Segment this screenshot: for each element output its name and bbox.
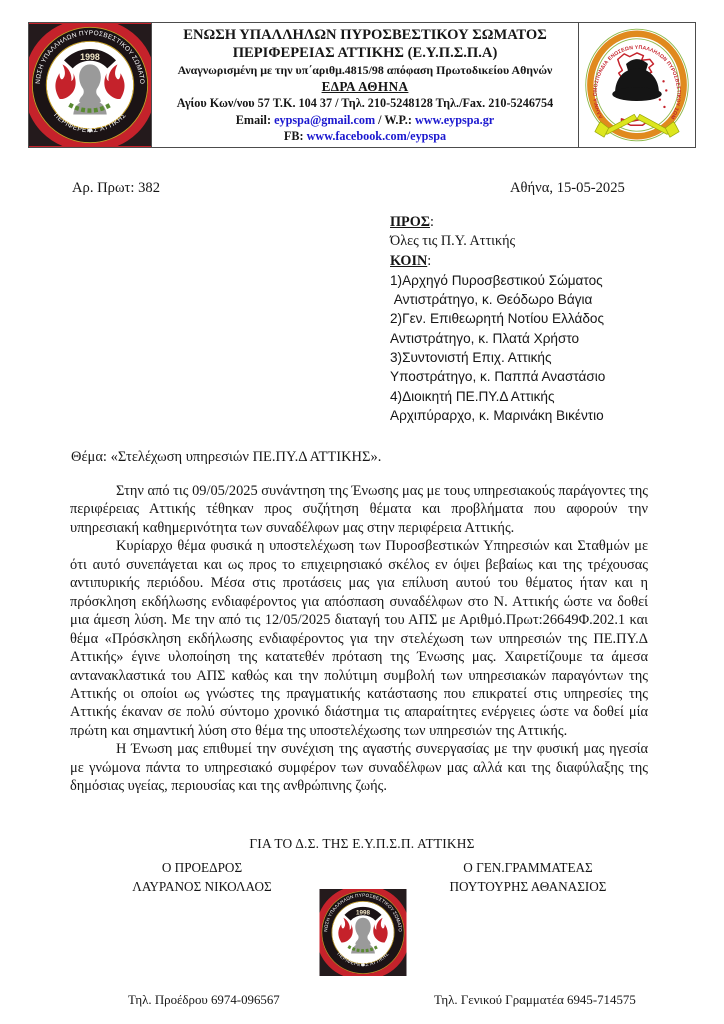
recognition-line: Αναγνωρισμένη με την υπ΄αριθμ.4815/98 απόφαση Πρωτοδικείου Αθηνών xyxy=(177,63,553,77)
secretary-name: ΠΟΥΤΟΥΡΗΣ ΑΘΑΝΑΣΙΟΣ xyxy=(449,879,607,894)
board-line: ΓΙΑ ΤΟ Δ.Σ. ΤΗΣ Ε.Υ.Π.Σ.Π. ΑΤΤΙΚΗΣ xyxy=(249,836,475,851)
cc-recipient-line: 2)Γεν. Επιθεωρητή Νοτίου Ελλάδος xyxy=(390,311,605,327)
subject-line: Θέμα: «Στελέχωση υπηρεσιών ΠΕ.ΠΥ.Δ ΑΤΤΙΚΗΣ». xyxy=(71,449,382,465)
cc-recipient-line: Αντιστράτηγο, κ. Πλατά Χρήστο xyxy=(390,330,580,346)
body-paragraph: Η Ένωση μας επιθυμεί την συνέχιση της αγαστής συνεργασίας με την φυσική μας ηγεσία με γνώμονα πάντα το υπηρεσιακό συμφέρον των συναδέλφων μας αλλά και της διαφύλαξης της δημόσιας υγείας, περιουσίας και της ανθρώπινης ζωής. xyxy=(70,741,648,795)
date-line: Αθήνα, 15-05-2025 xyxy=(510,180,625,196)
to-heading: ΠΡΟΣ: xyxy=(390,214,434,230)
address-line: Αγίου Κων/νου 57 Τ.Κ. 104 37 / Τηλ. 210-5248128 Τηλ./Fax. 210-5246754 xyxy=(176,96,554,110)
president-title: Ο ΠΡΟΕΔΡΟΣ xyxy=(161,860,243,875)
email-line xyxy=(152,112,578,129)
union-seal-icon xyxy=(29,23,151,147)
signature-president xyxy=(102,858,302,896)
union-stamp-seal xyxy=(318,889,408,976)
protocol-number: Αρ. Πρωτ: 382 xyxy=(72,180,161,196)
facebook-label: FB: xyxy=(283,129,304,143)
union-stamp-icon xyxy=(318,889,408,976)
org-name-line2: ΠΕΡΙΦΕΡΕΙΑΣ ΑΤΤΙΚΗΣ (Ε.Υ.Π.Σ.Π.Α) xyxy=(232,45,498,61)
cc-recipient-line: 3)Συντονιστή Επιχ. Αττικής xyxy=(390,350,552,366)
org-name-line1: ΕΝΩΣΗ ΥΠΑΛΛΗΛΩΝ ΠΥΡΟΣΒΕΣΤΙΚΟΥ ΣΩΜΑΤΟΣ xyxy=(183,27,547,43)
recipients-block xyxy=(390,213,605,425)
cc-recipient-line: 4)Διοικητή ΠΕ.ΠΥ.Δ Αττικής xyxy=(390,388,555,404)
federation-logo-cell xyxy=(578,23,695,147)
cc-recipient-line: Υποστράτηγο, κ. Παππά Αναστάσιο xyxy=(390,369,606,385)
secretary-phone: Τηλ. Γενικού Γραμματέα 6945-714575 xyxy=(434,993,636,1007)
cc-recipient-line: 1)Αρχηγό Πυροσβεστικού Σώματος xyxy=(390,272,603,288)
cc-heading: ΚΟΙΝ: xyxy=(390,252,432,269)
letter-body xyxy=(70,482,648,796)
cc-label: ΚΟΙΝ xyxy=(390,252,428,269)
signature-secretary xyxy=(428,858,628,896)
cc-recipient-line: Αντιστράτηγο, κ. Θεόδωρο Βάγια xyxy=(390,292,593,308)
body-paragraph: Στην από τις 09/05/2025 συνάντηση της Ένωσης μας με τους υπηρεσιακούς παράγοντες της περιφέρειας Αττικής τέθηκαν προς συζήτηση θέματα και προβλήματα που αφορούν την υπηρεσιακή καθημερινότητα των συναδέλφων μας στην περιφέρεια Αττικής. xyxy=(70,483,648,536)
president-name: ΛΑΥΡΑΝΟΣ ΝΙΚΟΛΑΟΣ xyxy=(132,879,272,894)
letterhead-text xyxy=(152,23,578,147)
to-value: Όλες τις Π.Υ. Αττικής xyxy=(390,233,516,250)
facebook-link[interactable]: www.facebook.com/eypspa xyxy=(306,129,447,143)
union-logo-cell xyxy=(29,23,152,147)
seat-line: ΕΔΡΑ ΑΘΗΝΑ xyxy=(321,79,409,94)
email-link[interactable]: eypspa@gmail.com xyxy=(274,112,376,127)
facebook-line xyxy=(152,128,578,145)
to-label: ΠΡΟΣ xyxy=(390,214,431,230)
cc-recipient-line: Αρχιπύραρχο, κ. Μαρινάκη Βικέντιο xyxy=(390,407,604,423)
president-phone: Τηλ. Προέδρου 6974-096567 xyxy=(128,993,280,1007)
letterhead xyxy=(28,22,696,148)
website-link[interactable]: www.eypspa.gr xyxy=(414,112,495,127)
wp-label: / W.P.: xyxy=(378,112,412,127)
body-paragraph: Κυρίαρχο θέμα φυσικά η υποστελέχωση των Πυροσβεστικών Υπηρεσιών και Σταθμών με ότι αυτό συνεπάγεται και ως προς το επιχειρησιακό σκέλος εν όψει βεβαίως και της τρέχουσας αντιπυρικής περιόδου. Μέσα στις προτάσεις μας για επίλυση αυτού του θέματος ήταν και η πρόσκληση εκδήλωσης ενδιαφέροντος για απόσπαση συναδέλφων στο Ν. Αττικής ώστε να δοθεί μια άμεση λύση. Με την από τις 12/05/2025 διαταγή του ΑΠΣ με Αριθμό.Πρωτ:26649Φ.202.1 και θέμα «Πρόσκληση εκδήλωσης ενδιαφέροντος για την στελέχωση των υπηρεσιών της ΠΕ.ΠΥ.Δ Αττικής» έγινε υλοποίηση της κατατεθέν πρόταση της Ένωσης μας. Χαιρετίζουμε τα άμεσα αντανακλαστικά του ΑΠΣ καθώς και την πολύτιμη συμβολή των υπηρεσιακών παραγόντων της Αττικής οι οποίοι ως γνώστες της πραγματικής κατάστασης που επικρατεί στις υπηρεσίες της Αττικής έκαναν σε πολύ σύντομο χρονικό διάστημα τις απαραίτητες ενέργειες ώστε να δοθεί μία πρώτη και σημαντική λύση στο θέμα της υποστελέχωσης των υπηρεσιών της Αττικής. xyxy=(70,538,648,739)
federation-seal-icon xyxy=(583,26,691,144)
secretary-title: Ο ΓΕΝ.ΓΡΑΜΜΑΤΕΑΣ xyxy=(463,860,593,875)
email-label: Email: xyxy=(235,112,272,127)
